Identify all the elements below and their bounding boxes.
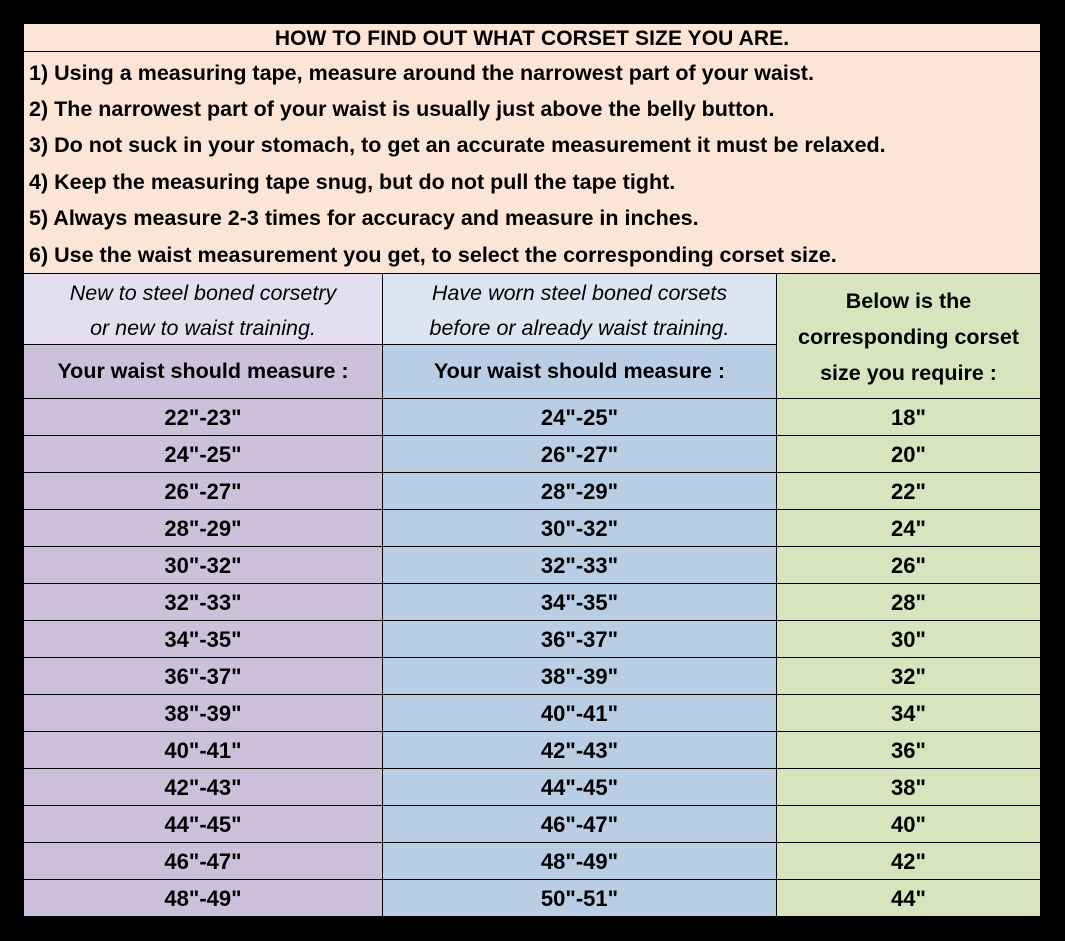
instructions-panel xyxy=(24,24,1040,273)
table-cell: 40" xyxy=(777,806,1040,842)
table-cell: 46"-47" xyxy=(383,806,776,842)
table-cell: 38"-39" xyxy=(24,695,382,731)
instruction-step-3: 3) Do not suck in your stomach, to get an accurate measurement it must be relaxed. xyxy=(29,133,886,157)
table-cell: 36"-37" xyxy=(383,621,776,657)
column-a-note-line-2: or new to waist training. xyxy=(90,316,316,340)
instruction-step-5: 5) Always measure 2-3 times for accuracy and measure in inches. xyxy=(29,206,699,230)
table-cell: 44" xyxy=(777,880,1040,916)
column-c-header-line-3: size you require : xyxy=(820,361,997,385)
column-b-note xyxy=(383,274,776,344)
table-cell: 40"-41" xyxy=(24,732,382,768)
table-cell: 30"-32" xyxy=(24,547,382,583)
instruction-step-4: 4) Keep the measuring tape snug, but do not pull the tape tight. xyxy=(29,170,676,194)
table-cell: 40"-41" xyxy=(383,695,776,731)
table-cell: 48"-49" xyxy=(24,880,382,916)
column-corset-size xyxy=(777,274,1040,916)
table-cell: 32"-33" xyxy=(383,547,776,583)
table-cell: 26" xyxy=(777,547,1040,583)
instruction-step-2: 2) The narrowest part of your waist is usually just above the belly button. xyxy=(29,97,775,121)
table-cell: 22" xyxy=(777,473,1040,509)
table-cell: 32"-33" xyxy=(24,584,382,620)
column-a-note-line-1: New to steel boned corsetry xyxy=(69,281,337,305)
column-a-rows xyxy=(24,399,382,916)
table-cell: 50"-51" xyxy=(383,880,776,916)
table-cell: 42"-43" xyxy=(383,732,776,768)
column-b-header: Your waist should measure : xyxy=(383,345,776,398)
table-cell: 32" xyxy=(777,658,1040,694)
table-cell: 42" xyxy=(777,843,1040,879)
column-a-header: Your waist should measure : xyxy=(24,345,382,398)
table-cell: 26"-27" xyxy=(24,473,382,509)
table-cell: 38" xyxy=(777,769,1040,805)
table-cell: 36" xyxy=(777,732,1040,768)
column-b-note-line-2: before or already waist training. xyxy=(429,316,730,340)
table-cell: 34"-35" xyxy=(24,621,382,657)
instruction-step-1: 1) Using a measuring tape, measure around the narrowest part of your waist. xyxy=(29,61,814,85)
table-cell: 30"-32" xyxy=(383,510,776,546)
column-a-note xyxy=(24,274,382,344)
column-c-header xyxy=(777,274,1040,398)
table-cell: 34"-35" xyxy=(383,584,776,620)
column-c-rows xyxy=(777,399,1040,916)
table-cell: 20" xyxy=(777,436,1040,472)
table-cell: 28"-29" xyxy=(24,510,382,546)
table-cell: 28"-29" xyxy=(383,473,776,509)
size-table xyxy=(24,274,1040,916)
table-cell: 42"-43" xyxy=(24,769,382,805)
table-cell: 38"-39" xyxy=(383,658,776,694)
table-cell: 18" xyxy=(777,399,1040,435)
table-cell: 24"-25" xyxy=(383,399,776,435)
column-new-to-corsetry xyxy=(24,274,382,916)
corset-size-chart xyxy=(24,24,1040,916)
table-cell: 44"-45" xyxy=(383,769,776,805)
instruction-step-6: 6) Use the waist measurement you get, to select the corresponding corset size. xyxy=(29,243,837,267)
column-b-rows xyxy=(383,399,776,916)
column-c-header-line-1: Below is the xyxy=(845,289,972,313)
column-experienced xyxy=(383,274,776,916)
table-cell: 24" xyxy=(777,510,1040,546)
table-cell: 24"-25" xyxy=(24,436,382,472)
table-cell: 26"-27" xyxy=(383,436,776,472)
instructions-title: HOW TO FIND OUT WHAT CORSET SIZE YOU ARE. xyxy=(24,24,1040,52)
table-cell: 46"-47" xyxy=(24,843,382,879)
table-cell: 36"-37" xyxy=(24,658,382,694)
table-cell: 28" xyxy=(777,584,1040,620)
table-cell: 48"-49" xyxy=(383,843,776,879)
column-c-header-line-2: corresponding corset xyxy=(797,325,1019,349)
table-cell: 44"-45" xyxy=(24,806,382,842)
table-cell: 22"-23" xyxy=(24,399,382,435)
column-b-note-line-1: Have worn steel boned corsets xyxy=(431,281,728,305)
table-cell: 30" xyxy=(777,621,1040,657)
table-cell: 34" xyxy=(777,695,1040,731)
